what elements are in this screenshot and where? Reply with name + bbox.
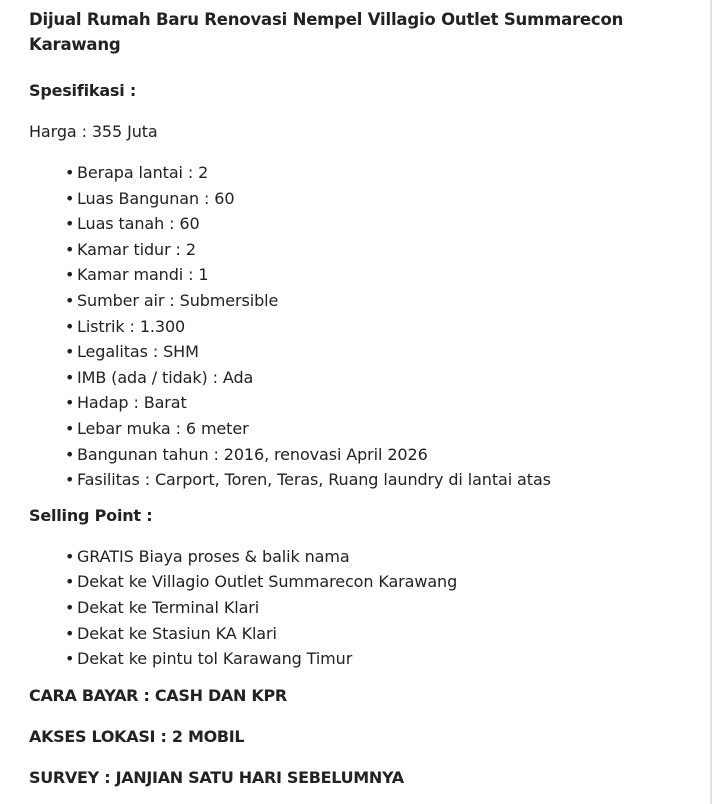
spec-item bbox=[64, 262, 699, 288]
spec-item bbox=[64, 390, 699, 416]
spec-item-text: Fasilitas : Carport, Toren, Teras, Ruang laundry di lantai atas bbox=[77, 470, 551, 490]
spec-item-text: Bangunan tahun : 2016, renovasi April 2026 bbox=[77, 444, 428, 464]
selling-point-item-text: Dekat ke Stasiun KA Klari bbox=[77, 623, 277, 643]
selling-point-heading: Selling Point : bbox=[29, 505, 153, 525]
listing-title: Dijual Rumah Baru Renovasi Nempel Villagio Outlet Summarecon Karawang bbox=[29, 10, 624, 54]
bullet-dot: • bbox=[65, 546, 75, 566]
spec-item bbox=[64, 365, 699, 391]
selling-point-item-text: Dekat ke Terminal Klari bbox=[77, 597, 260, 617]
spec-item-text: Luas Bangunan : 60 bbox=[77, 188, 235, 208]
spec-item-text: Sumber air : Submersible bbox=[77, 290, 279, 310]
spec-item bbox=[64, 237, 699, 263]
bullet-dot: • bbox=[65, 214, 75, 234]
bullet-dot: • bbox=[65, 316, 75, 336]
bullet-dot: • bbox=[65, 265, 75, 285]
bullet-dot: • bbox=[65, 470, 75, 490]
spec-item-text: Kamar tidur : 2 bbox=[77, 239, 196, 259]
spec-item bbox=[64, 442, 699, 468]
selling-point-item bbox=[64, 621, 699, 647]
bullet-dot: • bbox=[65, 342, 75, 362]
survey-line: SURVEY : JANJIAN SATU HARI SEBELUMNYA bbox=[29, 767, 404, 787]
spec-item-text: Berapa lantai : 2 bbox=[77, 163, 209, 182]
selling-point-item-text: Dekat ke Villagio Outlet Summarecon Karawang bbox=[77, 572, 458, 592]
spesifikasi-heading: Spesifikasi : bbox=[29, 81, 137, 100]
spec-item-text: Legalitas : SHM bbox=[77, 342, 199, 362]
spec-item-text: Listrik : 1.300 bbox=[77, 316, 186, 336]
spec-item-text: Lebar muka : 6 meter bbox=[77, 418, 249, 438]
selling-point-item bbox=[64, 569, 699, 595]
selling-point-item-text: GRATIS Biaya proses & balik nama bbox=[77, 546, 350, 566]
spec-item bbox=[64, 339, 699, 365]
spec-item-text: Luas tanah : 60 bbox=[77, 214, 200, 234]
bullet-dot: • bbox=[65, 163, 75, 182]
bullet-dot: • bbox=[65, 418, 75, 438]
bullet-dot: • bbox=[65, 597, 75, 617]
selling-point-item bbox=[64, 595, 699, 621]
listing-content bbox=[29, 7, 699, 788]
selling-point-item bbox=[64, 646, 699, 672]
bullet-dot: • bbox=[65, 367, 75, 387]
spec-item bbox=[64, 186, 699, 212]
spec-item-text: Hadap : Barat bbox=[77, 393, 187, 413]
spec-item-text: IMB (ada / tidak) : Ada bbox=[77, 367, 254, 387]
selling-point-item-text: Dekat ke pintu tol Karawang Timur bbox=[77, 649, 353, 669]
spec-list bbox=[29, 160, 699, 493]
bullet-dot: • bbox=[65, 649, 75, 669]
bullet-dot: • bbox=[65, 188, 75, 208]
bullet-dot: • bbox=[65, 572, 75, 592]
bullet-dot: • bbox=[65, 623, 75, 643]
payment-method-line: CARA BAYAR : CASH DAN KPR bbox=[29, 685, 287, 705]
bullet-dot: • bbox=[65, 290, 75, 310]
spec-item bbox=[64, 314, 699, 340]
selling-point-list bbox=[29, 544, 699, 672]
spec-item bbox=[64, 288, 699, 314]
spec-item bbox=[64, 467, 699, 493]
selling-point-item bbox=[64, 544, 699, 570]
spec-item bbox=[64, 160, 699, 186]
spec-item bbox=[64, 416, 699, 442]
bullet-dot: • bbox=[65, 444, 75, 464]
spec-item bbox=[64, 211, 699, 237]
spec-item-text: Kamar mandi : 1 bbox=[77, 265, 209, 285]
price-line: Harga : 355 Juta bbox=[29, 122, 158, 141]
bullet-dot: • bbox=[65, 239, 75, 259]
bullet-dot: • bbox=[65, 393, 75, 413]
location-access-line: AKSES LOKASI : 2 MOBIL bbox=[29, 726, 245, 746]
